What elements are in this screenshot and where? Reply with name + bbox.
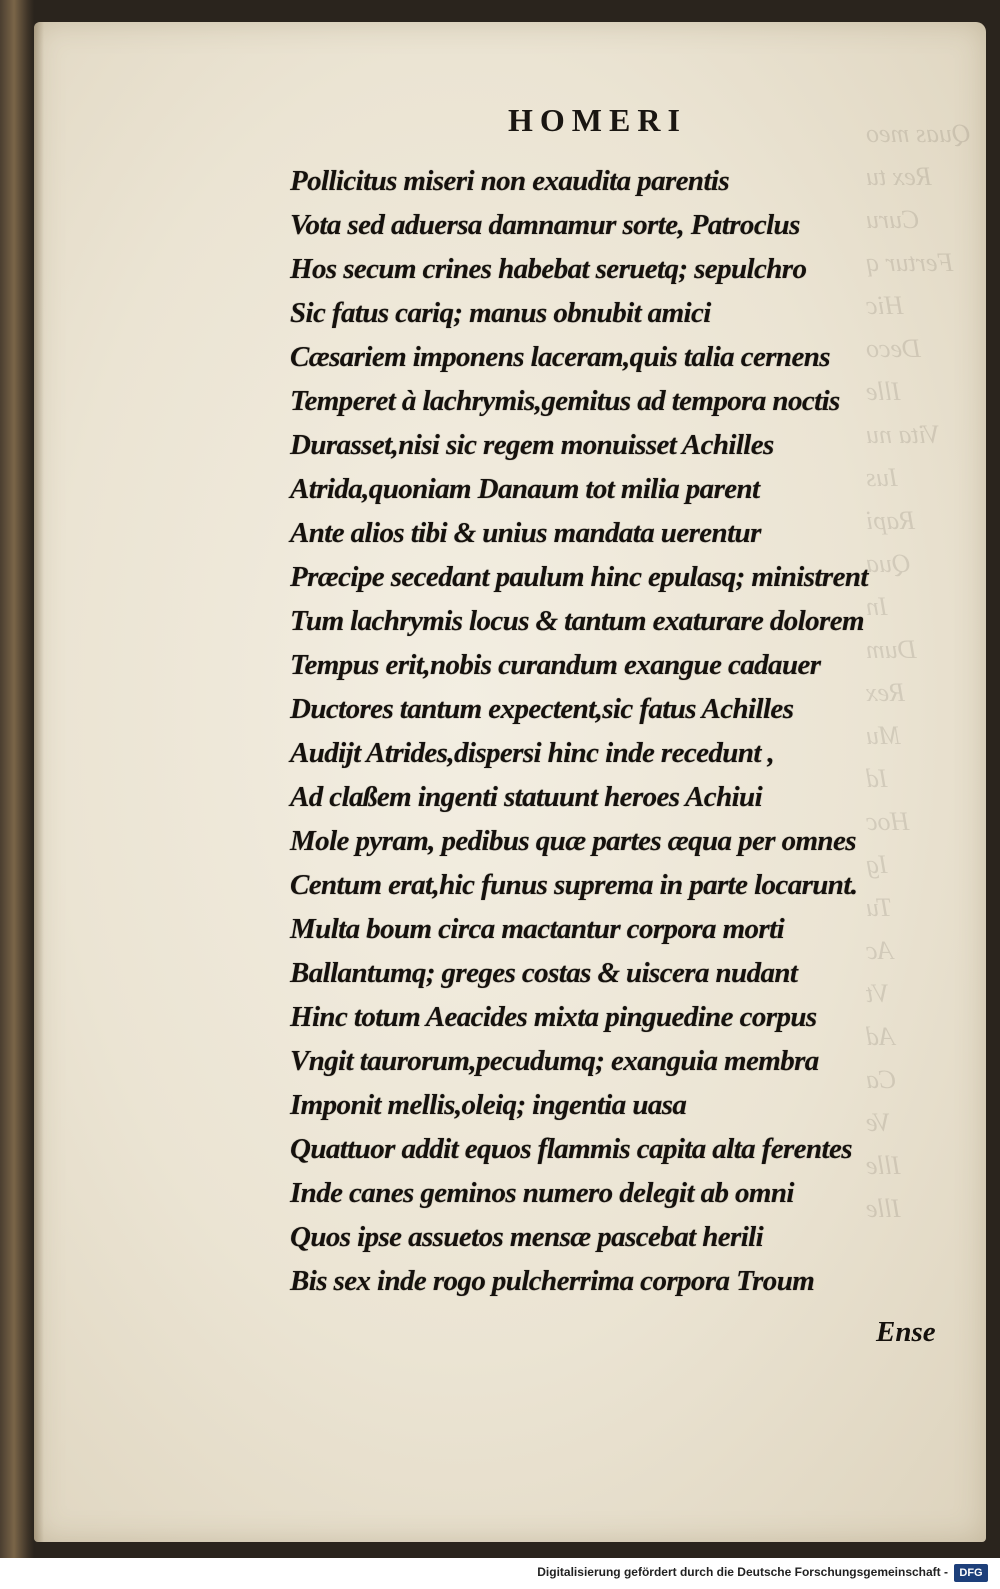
verse-line: Inde canes geminos numero delegit ab omni <box>290 1177 794 1209</box>
verse-line: Atrida,quoniam Danaum tot milia parent <box>290 473 760 505</box>
verse-line: Quos ipse assuetos mensæ pascebat herili <box>290 1221 764 1253</box>
verse-line: Ballantumq; greges costas & uiscera nudant <box>290 957 798 989</box>
verse-line: Bis sex inde rogo pulcherrima corpora Troum <box>290 1265 815 1297</box>
verse-line: Audijt Atrides,dispersi hinc inde recedunt , <box>290 737 775 769</box>
verse-line: Temperet à lachrymis,gemitus ad tempora noctis <box>290 385 840 417</box>
catchword: Ense <box>876 1316 936 1348</box>
verse-line: Cæsariem imponens laceram,quis talia cernens <box>290 341 830 373</box>
page-gutter-shadow <box>34 22 44 1542</box>
book-page <box>34 22 986 1542</box>
verse-line: Durasset,nisi sic regem monuisset Achilles <box>290 429 774 461</box>
verse-list <box>290 159 980 1303</box>
verse-line: Hos secum crines habebat seruetq; sepulchro <box>290 253 807 285</box>
verse-line: Pollicitus miseri non exaudita parentis <box>290 165 730 197</box>
verse-line: Tempus erit,nobis curandum exangue cadauer <box>290 649 821 681</box>
footer-bar <box>0 1558 1000 1589</box>
footer-credit: Digitalisierung gefördert durch die Deutsche Forschungsgemeinschaft - <box>537 1565 948 1579</box>
verse-line: Sic fatus cariq; manus obnubit amici <box>290 297 711 329</box>
verse-line: Vngit taurorum,pecudumq; exanguia membra <box>290 1045 819 1077</box>
verse-line: Præcipe secedant paulum hinc epulasq; ministrent <box>290 561 868 593</box>
dfg-logo-icon: DFG <box>954 1564 988 1582</box>
verse-line: Imponit mellis,oleiq; ingentia uasa <box>290 1089 687 1121</box>
show-through-text: Quas meo Rex tu Curu Fertur q Hic Deco Ille Vita nu Ius Rapi Qua In Dum Rex Mu Id Hoc Ig Tu Ac Vt Ad Ca Ve Ille Ille <box>866 119 971 1223</box>
verse-line: Ad claßem ingenti statuunt heroes Achiui <box>290 781 763 813</box>
verse-line: Centum erat,hic funus suprema in parte locarunt. <box>290 869 858 901</box>
verse-line: Mole pyram, pedibus quæ partes æqua per omnes <box>290 825 856 857</box>
verse-line: Ductores tantum expectent,sic fatus Achilles <box>290 693 794 725</box>
verse-line: Multa boum circa mactantur corpora morti <box>290 913 785 945</box>
verse-line: Hinc totum Aeacides mixta pinguedine corpus <box>290 1001 817 1033</box>
verse-line: Ante alios tibi & unius mandata uerentur <box>290 517 761 549</box>
verse-line: Quattuor addit equos flammis capita alta ferentes <box>290 1133 852 1165</box>
running-head: HOMERI <box>508 102 687 138</box>
verse-line: Tum lachrymis locus & tantum exaturare dolorem <box>290 605 864 637</box>
verse-line: Vota sed aduersa damnamur sorte, Patroclus <box>290 209 800 241</box>
